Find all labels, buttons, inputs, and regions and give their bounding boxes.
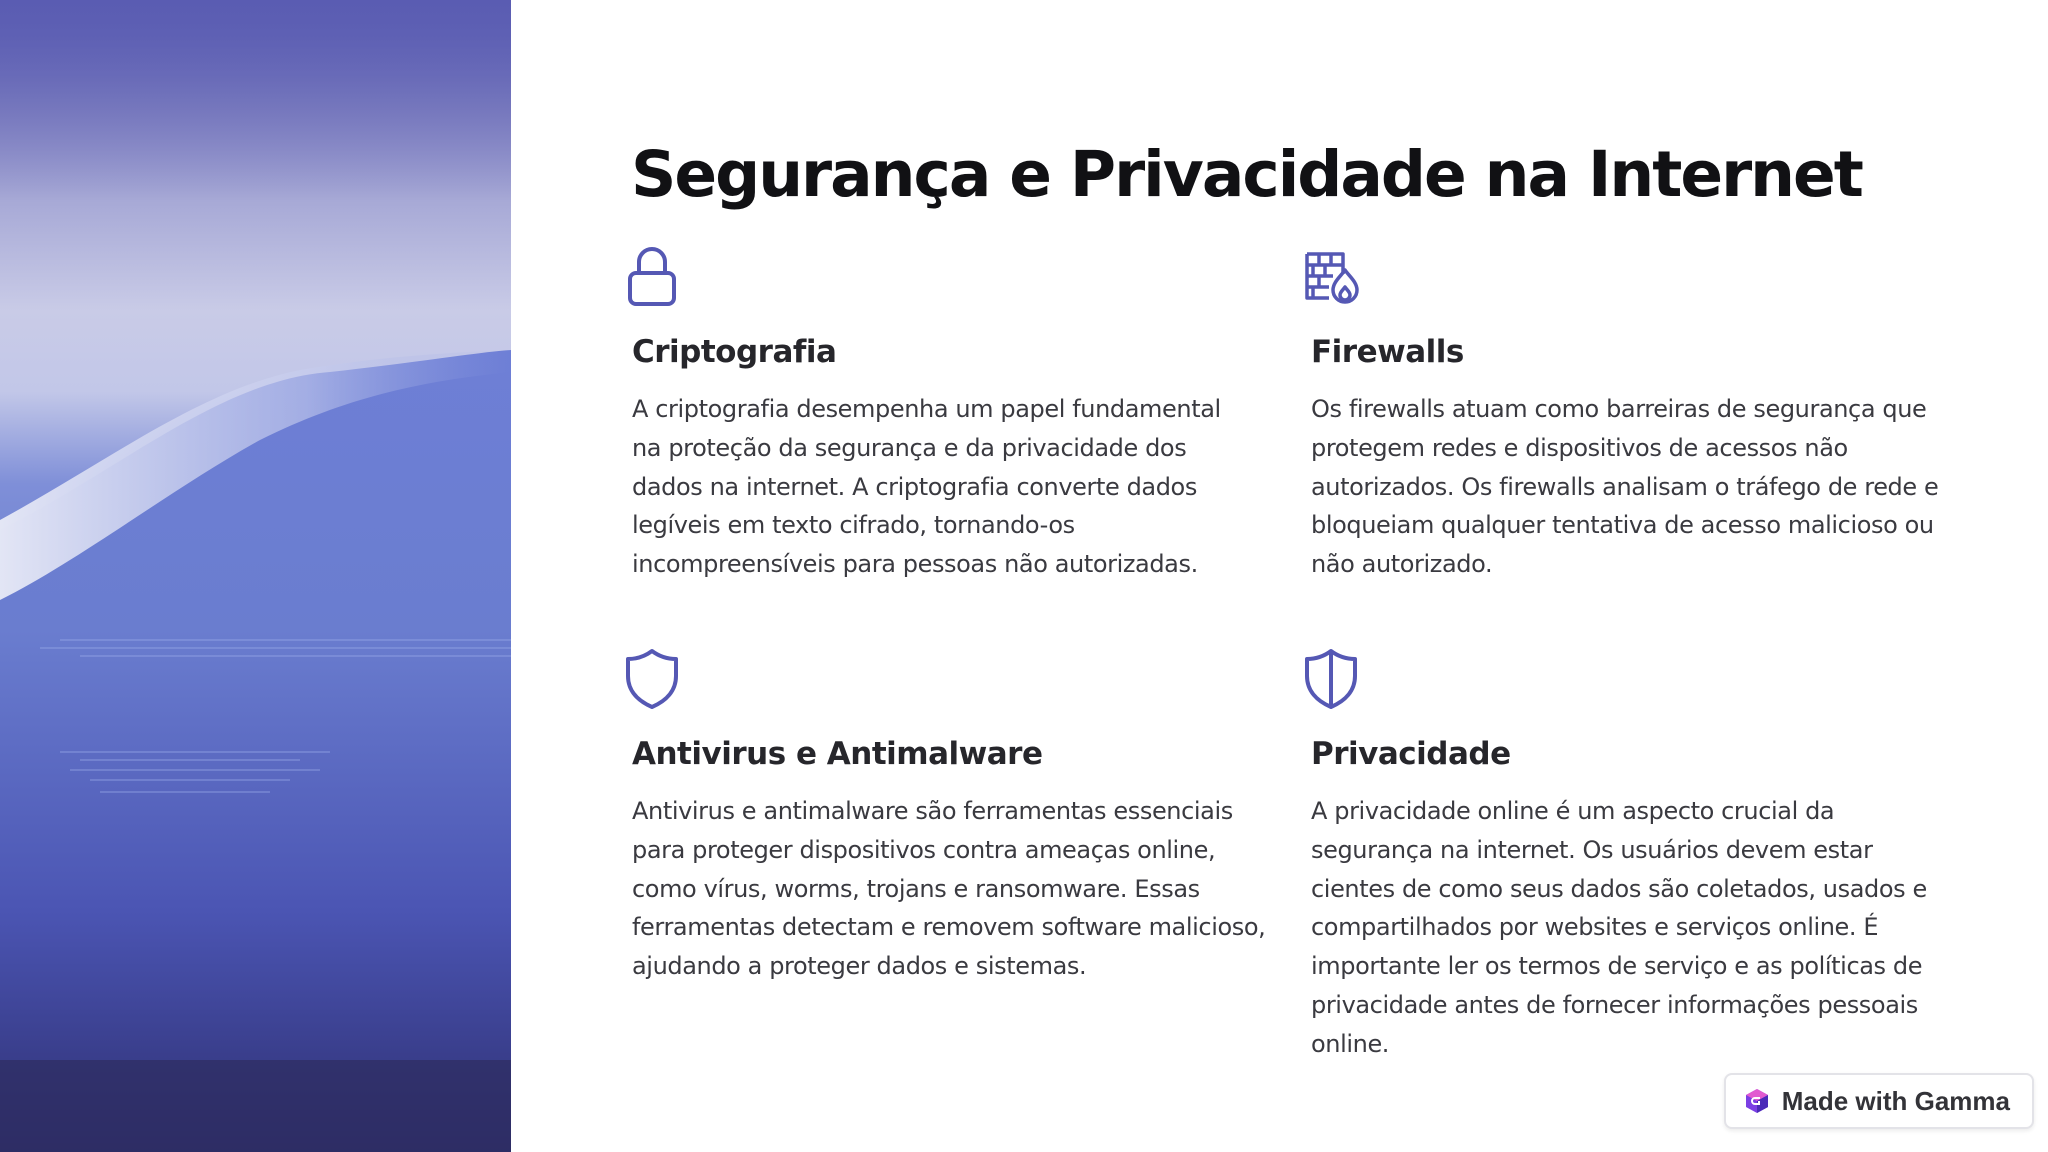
page-title: Segurança e Privacidade na Internet [631, 138, 1862, 211]
card-body: Antivirus e antimalware são ferramentas essenciais para proteger dispositivos contra ameaças online, como vírus, worms, trojans e ransomware. Essas ferramentas detectam e removem software malicioso, ajudando a proteger dados e sistemas. [632, 797, 1266, 981]
card-body: A privacidade online é um aspecto crucial da segurança na internet. Os usuários devem estar cientes de como seus dados são coletados, usados e compartilhados por websites e serviços online. É importante ler os termos de serviço e as políticas de privacidade antes de fornecer informações pessoais online. [1311, 797, 1927, 1058]
card-title: Antivirus e Antimalware [632, 736, 1043, 772]
shield-half-icon [1299, 646, 1363, 710]
card-privacidade [1311, 646, 1951, 1064]
card-title: Criptografia [632, 334, 837, 370]
lock-icon [620, 244, 684, 308]
card-antivirus [632, 646, 1272, 986]
card-title: Firewalls [1311, 334, 1464, 370]
gamma-logo-icon [1744, 1088, 1770, 1114]
card-body: A criptografia desempenha um papel fundamental na proteção da segurança e da privacidade dos dados na internet. A criptografia converte dados legíveis em texto cifrado, tornando-os incompreensíveis para pessoas não autorizadas. [632, 395, 1221, 579]
made-with-gamma-badge[interactable] [1724, 1073, 2034, 1129]
shield-icon [620, 646, 684, 710]
card-body: Os firewalls atuam como barreiras de segurança que protegem redes e dispositivos de acessos não autorizados. Os firewalls analisam o tráfego de rede e bloqueiam qualquer tentativa de acesso malicioso ou não autorizado. [1311, 395, 1939, 579]
card-firewalls [1311, 244, 1951, 584]
firewall-icon [1299, 244, 1363, 308]
abstract-wave-art [0, 0, 511, 1152]
badge-label: Made with Gamma [1781, 1085, 2010, 1116]
hero-image [0, 0, 511, 1152]
card-title: Privacidade [1311, 736, 1511, 772]
card-criptografia [632, 244, 1252, 584]
